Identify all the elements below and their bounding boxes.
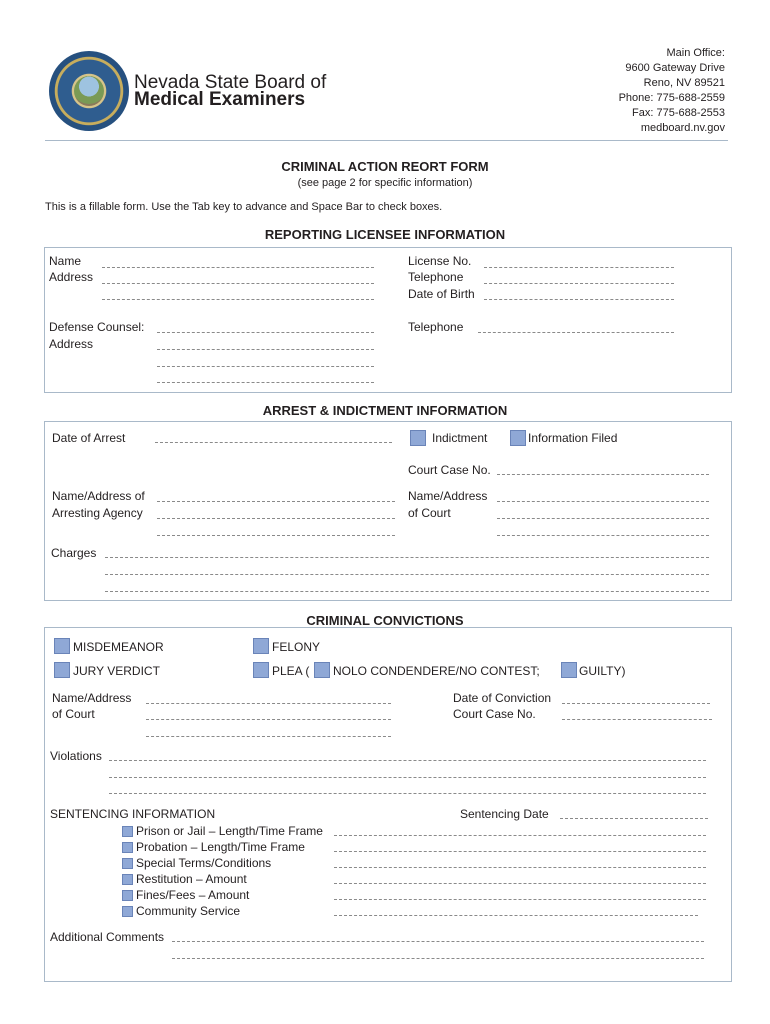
additional-comments-label: Additional Comments xyxy=(50,930,165,944)
additional-comments-field-2[interactable] xyxy=(172,958,704,959)
arresting-agency-field-2[interactable] xyxy=(157,518,395,519)
conviction-court-label-2: of Court xyxy=(52,707,95,721)
plea-checkbox[interactable] xyxy=(253,662,269,678)
court-case-no-label: Court Case No. xyxy=(408,463,491,477)
fines-fees-label: Fines/Fees – Amount xyxy=(136,888,250,902)
arresting-agency-label-1: Name/Address of xyxy=(52,489,145,503)
charges-field-1[interactable] xyxy=(105,557,709,558)
plea-label: PLEA ( xyxy=(272,664,310,678)
arrest-date-label: Date of Arrest xyxy=(52,431,126,445)
nolo-contendere-label: NOLO CONDENDERE/NO CONTEST; xyxy=(333,664,540,678)
office-info xyxy=(619,46,725,136)
additional-comments-field-1[interactable] xyxy=(172,941,704,942)
conviction-case-no-field[interactable] xyxy=(562,719,712,720)
guilty-label: GUILTY) xyxy=(579,664,626,678)
jury-verdict-checkbox[interactable] xyxy=(54,662,70,678)
arrest-court-label-2: of Court xyxy=(408,506,451,520)
convictions-section-box xyxy=(44,627,732,982)
licensee-telephone-label: Telephone xyxy=(408,270,464,284)
felony-label: FELONY xyxy=(272,640,321,654)
org-name-line1: Nevada State Board of xyxy=(134,72,327,93)
form-title: CRIMINAL ACTION REORT FORM xyxy=(281,159,489,174)
licensee-heading: REPORTING LICENSEE INFORMATION xyxy=(264,227,506,242)
restitution-field[interactable] xyxy=(334,883,706,884)
probation-checkbox[interactable] xyxy=(122,842,133,853)
office-label: Main Office: xyxy=(666,47,725,59)
address-label: Address xyxy=(49,270,94,284)
arresting-agency-field-3[interactable] xyxy=(157,535,395,536)
conviction-date-field[interactable] xyxy=(562,703,710,704)
form-subtitle: (see page 2 for specific information) xyxy=(297,177,473,189)
defense-counsel-label: Defense Counsel: xyxy=(49,320,145,334)
arresting-agency-label-2: Arresting Agency xyxy=(52,506,143,520)
community-service-label: Community Service xyxy=(136,904,241,918)
counsel-telephone-field[interactable] xyxy=(478,332,674,333)
probation-label: Probation – Length/Time Frame xyxy=(136,840,305,854)
restitution-label: Restitution – Amount xyxy=(136,872,247,886)
defense-counsel-field[interactable] xyxy=(157,332,374,333)
licensee-telephone-field[interactable] xyxy=(484,283,674,284)
conviction-date-label: Date of Conviction xyxy=(453,691,552,705)
conviction-court-label-1: Name/Address xyxy=(52,691,132,705)
office-street: 9600 Gateway Drive xyxy=(625,62,725,74)
office-website: medboard.nv.gov xyxy=(640,122,725,134)
arresting-agency-field-1[interactable] xyxy=(157,501,395,502)
violations-field-2[interactable] xyxy=(109,777,706,778)
indictment-label: Indictment xyxy=(432,431,488,445)
counsel-address-label: Address xyxy=(49,337,94,351)
arrest-heading: ARREST & INDICTMENT INFORMATION xyxy=(262,403,508,418)
licensee-section-box xyxy=(44,247,732,393)
arrest-court-field-3[interactable] xyxy=(497,535,709,536)
name-label: Name xyxy=(49,254,82,268)
charges-field-3[interactable] xyxy=(105,591,709,592)
violations-field-3[interactable] xyxy=(109,793,706,794)
convictions-heading: CRIMINAL CONVICTIONS xyxy=(306,613,464,628)
jury-verdict-label: JURY VERDICT xyxy=(73,664,160,678)
fines-fees-checkbox[interactable] xyxy=(122,890,133,901)
name-field[interactable] xyxy=(102,267,374,268)
org-name-line2: Medical Examiners xyxy=(134,89,306,110)
prison-jail-checkbox[interactable] xyxy=(122,826,133,837)
misdemeanor-label: MISDEMEANOR xyxy=(73,640,164,654)
charges-field-2[interactable] xyxy=(105,574,709,575)
special-terms-field[interactable] xyxy=(334,867,706,868)
office-fax: Fax: 775-688-2553 xyxy=(632,107,725,119)
special-terms-label: Special Terms/Conditions xyxy=(136,856,272,870)
counsel-telephone-label: Telephone xyxy=(408,320,464,334)
arrest-court-label-1: Name/Address xyxy=(408,489,488,503)
probation-field[interactable] xyxy=(334,851,706,852)
prison-jail-field[interactable] xyxy=(334,835,706,836)
information-filed-label: Information Filed xyxy=(528,431,618,445)
information-filed-checkbox[interactable] xyxy=(510,430,526,446)
license-no-field[interactable] xyxy=(484,267,674,268)
sentencing-heading: SENTENCING INFORMATION xyxy=(50,807,216,821)
counsel-address-field-2[interactable] xyxy=(157,366,374,367)
violations-label: Violations xyxy=(50,749,102,763)
sentencing-date-label: Sentencing Date xyxy=(460,807,549,821)
header-divider xyxy=(45,140,728,141)
address-field-1[interactable] xyxy=(102,283,374,284)
arrest-date-field[interactable] xyxy=(155,442,392,443)
dob-field[interactable] xyxy=(484,299,674,300)
violations-field-1[interactable] xyxy=(109,760,706,761)
office-phone: Phone: 775-688-2559 xyxy=(618,92,725,104)
community-service-field[interactable] xyxy=(334,915,698,916)
special-terms-checkbox[interactable] xyxy=(122,858,133,869)
felony-checkbox[interactable] xyxy=(253,638,269,654)
prison-jail-label: Prison or Jail – Length/Time Frame xyxy=(136,824,323,838)
misdemeanor-checkbox[interactable] xyxy=(54,638,70,654)
restitution-checkbox[interactable] xyxy=(122,874,133,885)
community-service-checkbox[interactable] xyxy=(122,906,133,917)
state-seal-logo xyxy=(49,51,129,131)
nolo-contendere-checkbox[interactable] xyxy=(314,662,330,678)
license-no-label: License No. xyxy=(408,254,472,268)
arrest-court-field-2[interactable] xyxy=(497,518,709,519)
charges-label: Charges xyxy=(51,546,97,560)
conviction-case-no-label: Court Case No. xyxy=(453,707,536,721)
office-city: Reno, NV 89521 xyxy=(643,77,725,89)
sentencing-date-field[interactable] xyxy=(560,818,708,819)
guilty-checkbox[interactable] xyxy=(561,662,577,678)
fines-fees-field[interactable] xyxy=(334,899,706,900)
conviction-court-field-1[interactable] xyxy=(146,703,391,704)
indictment-checkbox[interactable] xyxy=(410,430,426,446)
dob-label: Date of Birth xyxy=(408,287,475,301)
court-case-no-field[interactable] xyxy=(497,474,709,475)
conviction-court-field-2[interactable] xyxy=(146,719,391,720)
conviction-court-field-3[interactable] xyxy=(146,736,391,737)
arrest-court-field-1[interactable] xyxy=(497,501,709,502)
counsel-address-field-1[interactable] xyxy=(157,349,374,350)
counsel-address-field-3[interactable] xyxy=(157,382,374,383)
form-instructions: This is a fillable form. Use the Tab key to advance and Space Bar to check boxes. xyxy=(45,201,443,213)
address-field-2[interactable] xyxy=(102,299,374,300)
